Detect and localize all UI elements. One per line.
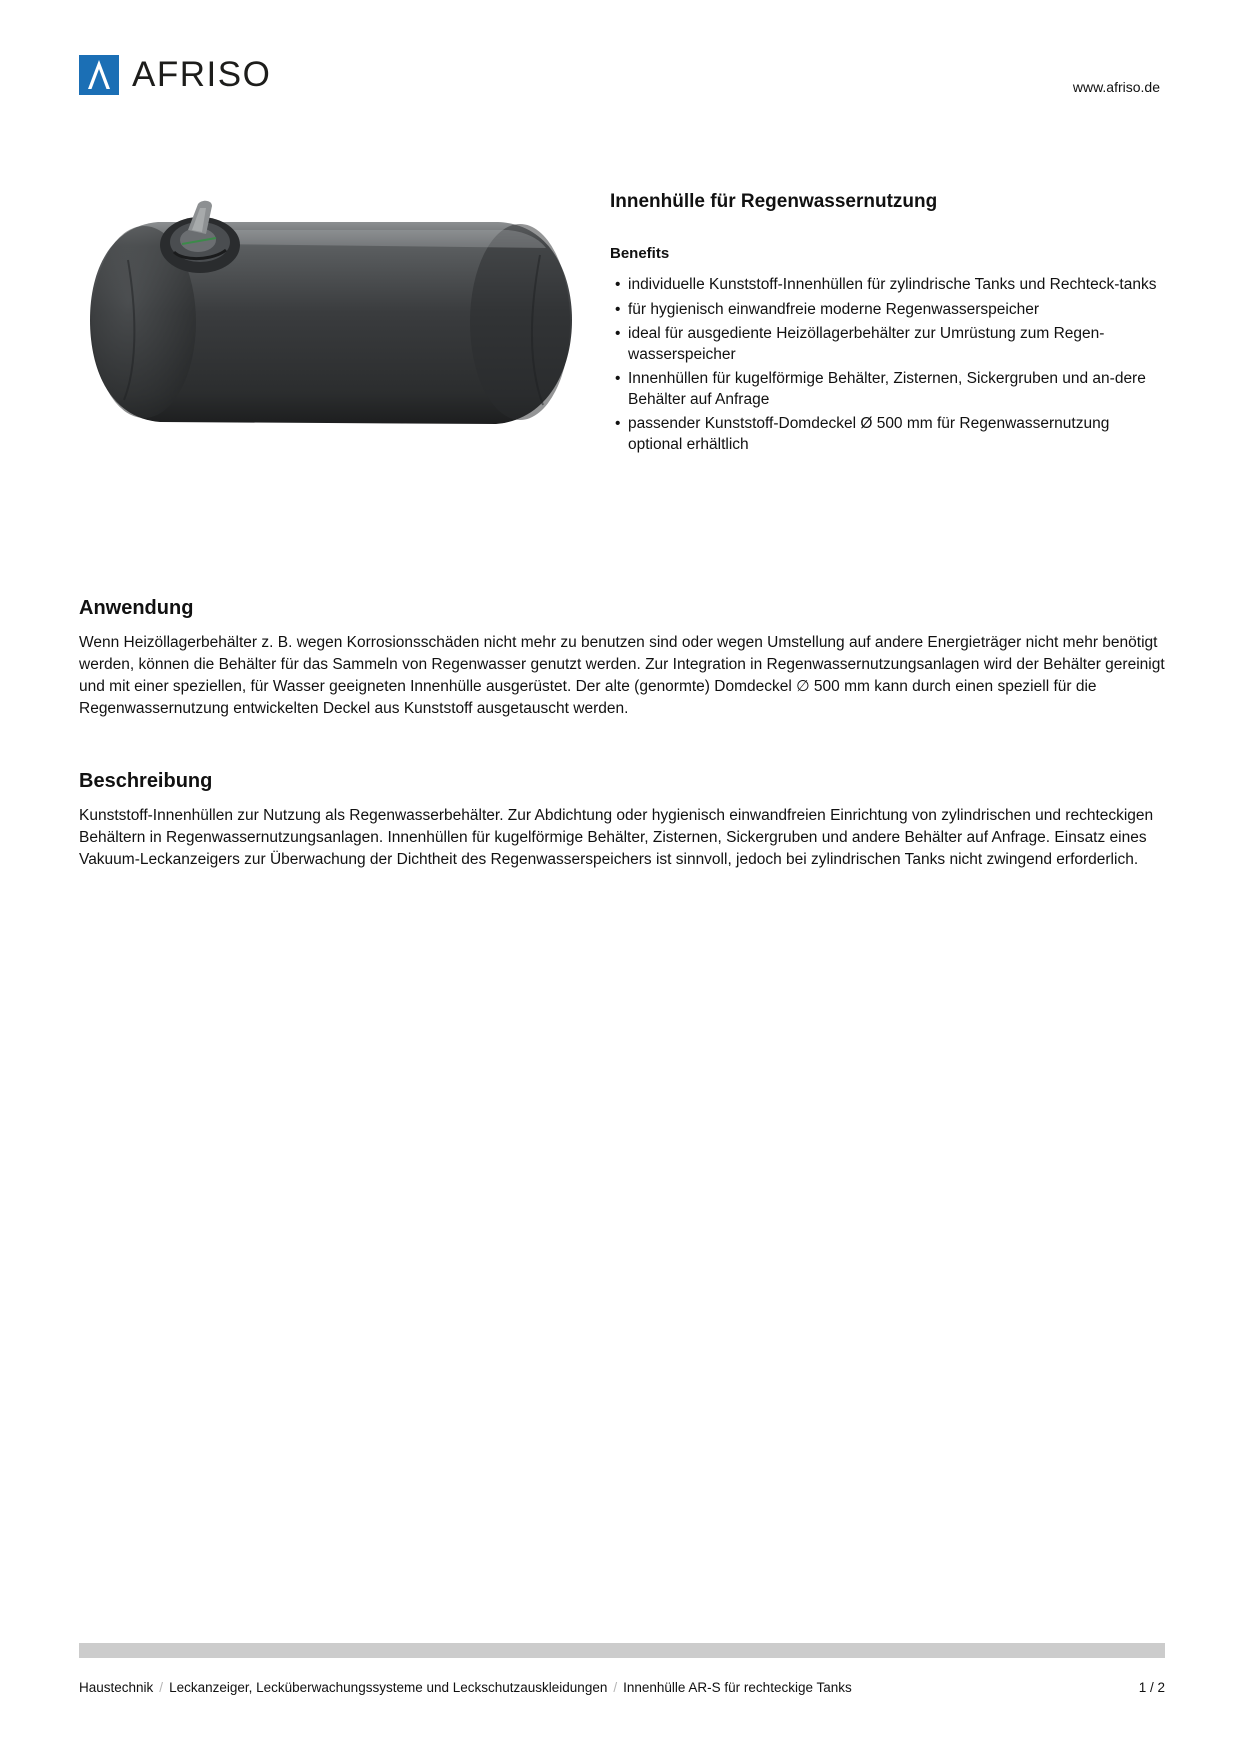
afriso-logo-icon: [79, 55, 119, 95]
website-link[interactable]: www.afriso.de: [1072, 79, 1160, 95]
list-item: [610, 300, 1165, 321]
benefit-text: ideal für ausgediente Heizöllagerbehälter zur Umrüstung zum Regen-wasserspeicher: [628, 325, 1105, 363]
breadcrumb-item-haustechnik[interactable]: Haustechnik: [79, 1680, 154, 1695]
bullet-icon: •: [615, 370, 621, 387]
benefit-text: passender Kunststoff-Domdeckel Ø 500 mm für Regenwassernutzung optional erhältlich: [628, 415, 1110, 453]
breadcrumb-separator: /: [613, 1680, 618, 1695]
list-item: [610, 275, 1165, 296]
bullet-icon: •: [615, 300, 621, 318]
product-title: Innenhülle für Regenwassernutzung: [610, 191, 938, 212]
brand-name: AFRISO: [132, 55, 272, 94]
brand-logo[interactable]: [79, 55, 271, 95]
list-item: [610, 414, 1165, 455]
footer-divider: [79, 1643, 1165, 1658]
section-anwendung: [79, 596, 1167, 720]
section-title: Anwendung: [79, 597, 194, 619]
benefit-text: individuelle Kunststoff-Innenhüllen für zylindrische Tanks und Rechteck-tanks: [628, 276, 1157, 293]
breadcrumb: [79, 1680, 852, 1695]
benefits-list: [610, 275, 1165, 455]
breadcrumb-item-current: Innenhülle AR-S für rechteckige Tanks: [623, 1680, 852, 1695]
section-text: Wenn Heizöllagerbehälter z. B. wegen Korrosionsschäden nicht mehr zu benutzen sind oder wegen Umstellung auf andere Energieträger nicht mehr benötigt werden, können die Behälter für das Sammeln von Regenwasser genutzt werden. Zur Integration in Regenwassernutzungsanlagen wird der Behälter gereinigt und mit einer speziellen, für Wasser geeigneten Innenhülle ausgerüstet. Der alte (genormte) Domdeckel ∅ 500 mm kann durch einen speziell für die Regenwassernutzung entwickelten Deckel aus Kunststoff ausgetauscht werden.: [79, 634, 1165, 717]
breadcrumb-separator: /: [159, 1680, 164, 1695]
section-beschreibung: [79, 769, 1167, 871]
list-item: [610, 369, 1165, 410]
bullet-icon: •: [615, 276, 621, 293]
product-info: [610, 190, 1165, 459]
section-title: Beschreibung: [79, 770, 213, 792]
breadcrumb-item-leckanzeiger[interactable]: Leckanzeiger, Lecküberwachungssysteme und Leckschutzauskleidungen: [169, 1680, 608, 1695]
bullet-icon: •: [615, 415, 621, 432]
section-text: Kunststoff-Innenhüllen zur Nutzung als Regenwasserbehälter. Zur Abdichtung oder hygienisch einwandfreien Einrichtung von zylindrischen und rechteckigen Behältern in Regenwassernutzungsanlagen. Innenhüllen für kugelförmige Behälter, Zisternen, Sickergruben und andere Behälter auf Anfrage. Einsatz eines Vakuum-Leckanzeigers zur Überwachung der Dichtheit des Regenwasserspeichers ist sinnvoll, jedoch bei zylindrischen Tanks nicht zwingend erforderlich.: [79, 807, 1154, 868]
benefits-heading: Benefits: [610, 245, 670, 262]
bullet-icon: •: [615, 325, 621, 342]
list-item: [610, 324, 1165, 365]
footer: [79, 1680, 1165, 1695]
benefit-text: Innenhüllen für kugelförmige Behälter, Zisternen, Sickergruben und an-dere Behälter auf Anfrage: [628, 370, 1146, 408]
page-indicator: 1 / 2: [1138, 1680, 1165, 1695]
benefit-text: für hygienisch einwandfreie moderne Regenwasserspeicher: [628, 300, 1039, 318]
inflated-tank-liner-image: [88, 200, 572, 428]
